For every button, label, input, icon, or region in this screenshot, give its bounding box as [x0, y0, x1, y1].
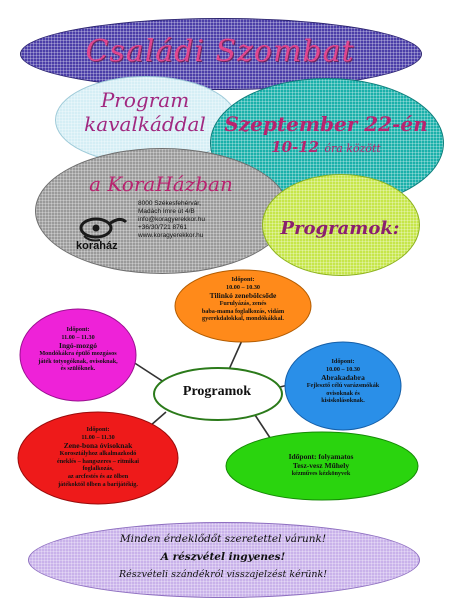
page-title: Családi Szombat [85, 34, 355, 69]
node-ingo-desc-1: Mondókákra épülő mozgásos [39, 350, 117, 358]
node-tilinko [183, 276, 303, 323]
program-subtitle-line2: kavalkáddal [84, 112, 206, 136]
node-ingo [28, 326, 128, 373]
node-tilinko-desc-3: gyerekdalokkal, mondókákkal. [202, 315, 284, 323]
node-tesz [246, 452, 396, 478]
footer-free-entry: A részvétel ingyenes! [160, 551, 286, 563]
node-abrakadabra-desc-1: Fejlesztő célú varázsmókák [306, 382, 380, 390]
node-ingo-desc-2: játék totyogóknak, ovisoknak, [38, 357, 118, 365]
node-tilinko-head: Időpont: [231, 276, 255, 283]
footer-rsvp: Részvételi szándékról visszajelzést kérünk! [118, 569, 328, 580]
node-tesz-head: Időpont: folyamatos [288, 452, 354, 461]
node-abrakadabra-head: Időpont: [331, 358, 355, 365]
node-tilinko-desc-2: baba-mama foglalkozás, vidám [201, 307, 285, 315]
venue-website: www.koragyerekkor.hu [138, 232, 204, 239]
venue-address-street: 8000 Székesfehérvár, [138, 200, 201, 207]
node-zene-desc-1: Korosztályhoz alkalmazkodó [59, 450, 137, 458]
node-zene-head: Időpont: [86, 426, 110, 433]
venue-phone: +36/30/721 8761 [138, 224, 187, 231]
node-abrakadabra-desc-3: kisiskolásoknak. [321, 397, 365, 405]
node-ingo-desc-3: és szülőknek. [60, 365, 96, 373]
node-zene-time: 11.00 – 11.30 [81, 433, 115, 441]
node-ingo-name: Ingó-mozgó [59, 341, 97, 351]
node-zene [28, 426, 168, 488]
node-abrakadabra-name: Abrakadabra [321, 373, 365, 383]
venue-logo-text: koraház [76, 240, 118, 252]
venue-address-line: Madách Imre út 4/B [138, 208, 195, 215]
event-time-range: 10-12 [271, 138, 320, 156]
venue-details [138, 200, 248, 240]
node-zene-desc-3: foglalkozás, [82, 465, 114, 473]
node-tilinko-desc-1: Furulyázás, zenés [219, 300, 267, 308]
node-zene-desc-5: játékoktól ölben a barijátékig. [58, 480, 138, 488]
node-tilinko-name: Tilinkó zenebölcsőde [209, 291, 277, 301]
node-zene-name: Zene-bona óvisoknak [63, 441, 133, 451]
node-abrakadabra-time: 10.00 – 10.30 [325, 365, 361, 373]
node-zene-desc-2: éneklés – hangszeres – ritmikai [56, 457, 140, 465]
venue-email: info@koragyerekkor.hu [138, 216, 205, 223]
node-tilinko-time: 10.00 – 10.30 [225, 283, 261, 291]
venue-name: a KoraHázban [89, 172, 233, 196]
node-abrakadabra-desc-2: ovisoknak és [326, 389, 360, 397]
node-zene-desc-4: az arcfestés és az ölben [67, 472, 129, 480]
event-date: Szeptember 22-én [224, 112, 428, 136]
programs-badge-label: Programok: [280, 218, 400, 239]
node-abrakadabra [294, 358, 392, 405]
node-ingo-head: Időpont: [66, 326, 90, 333]
center-node-label: Programok [182, 384, 252, 399]
node-tesz-name: Tesz-vesz Műhely [292, 461, 350, 470]
node-tesz-desc-1: kézműves kézkönyvek [291, 470, 351, 477]
event-time-suffix: óra között [324, 142, 381, 155]
footer-welcome: Minden érdeklődőt szeretettel várunk! [119, 533, 327, 545]
node-ingo-time: 11.00 – 11.30 [61, 333, 95, 341]
program-subtitle-line1: Program [100, 88, 190, 112]
event-time [210, 138, 442, 156]
